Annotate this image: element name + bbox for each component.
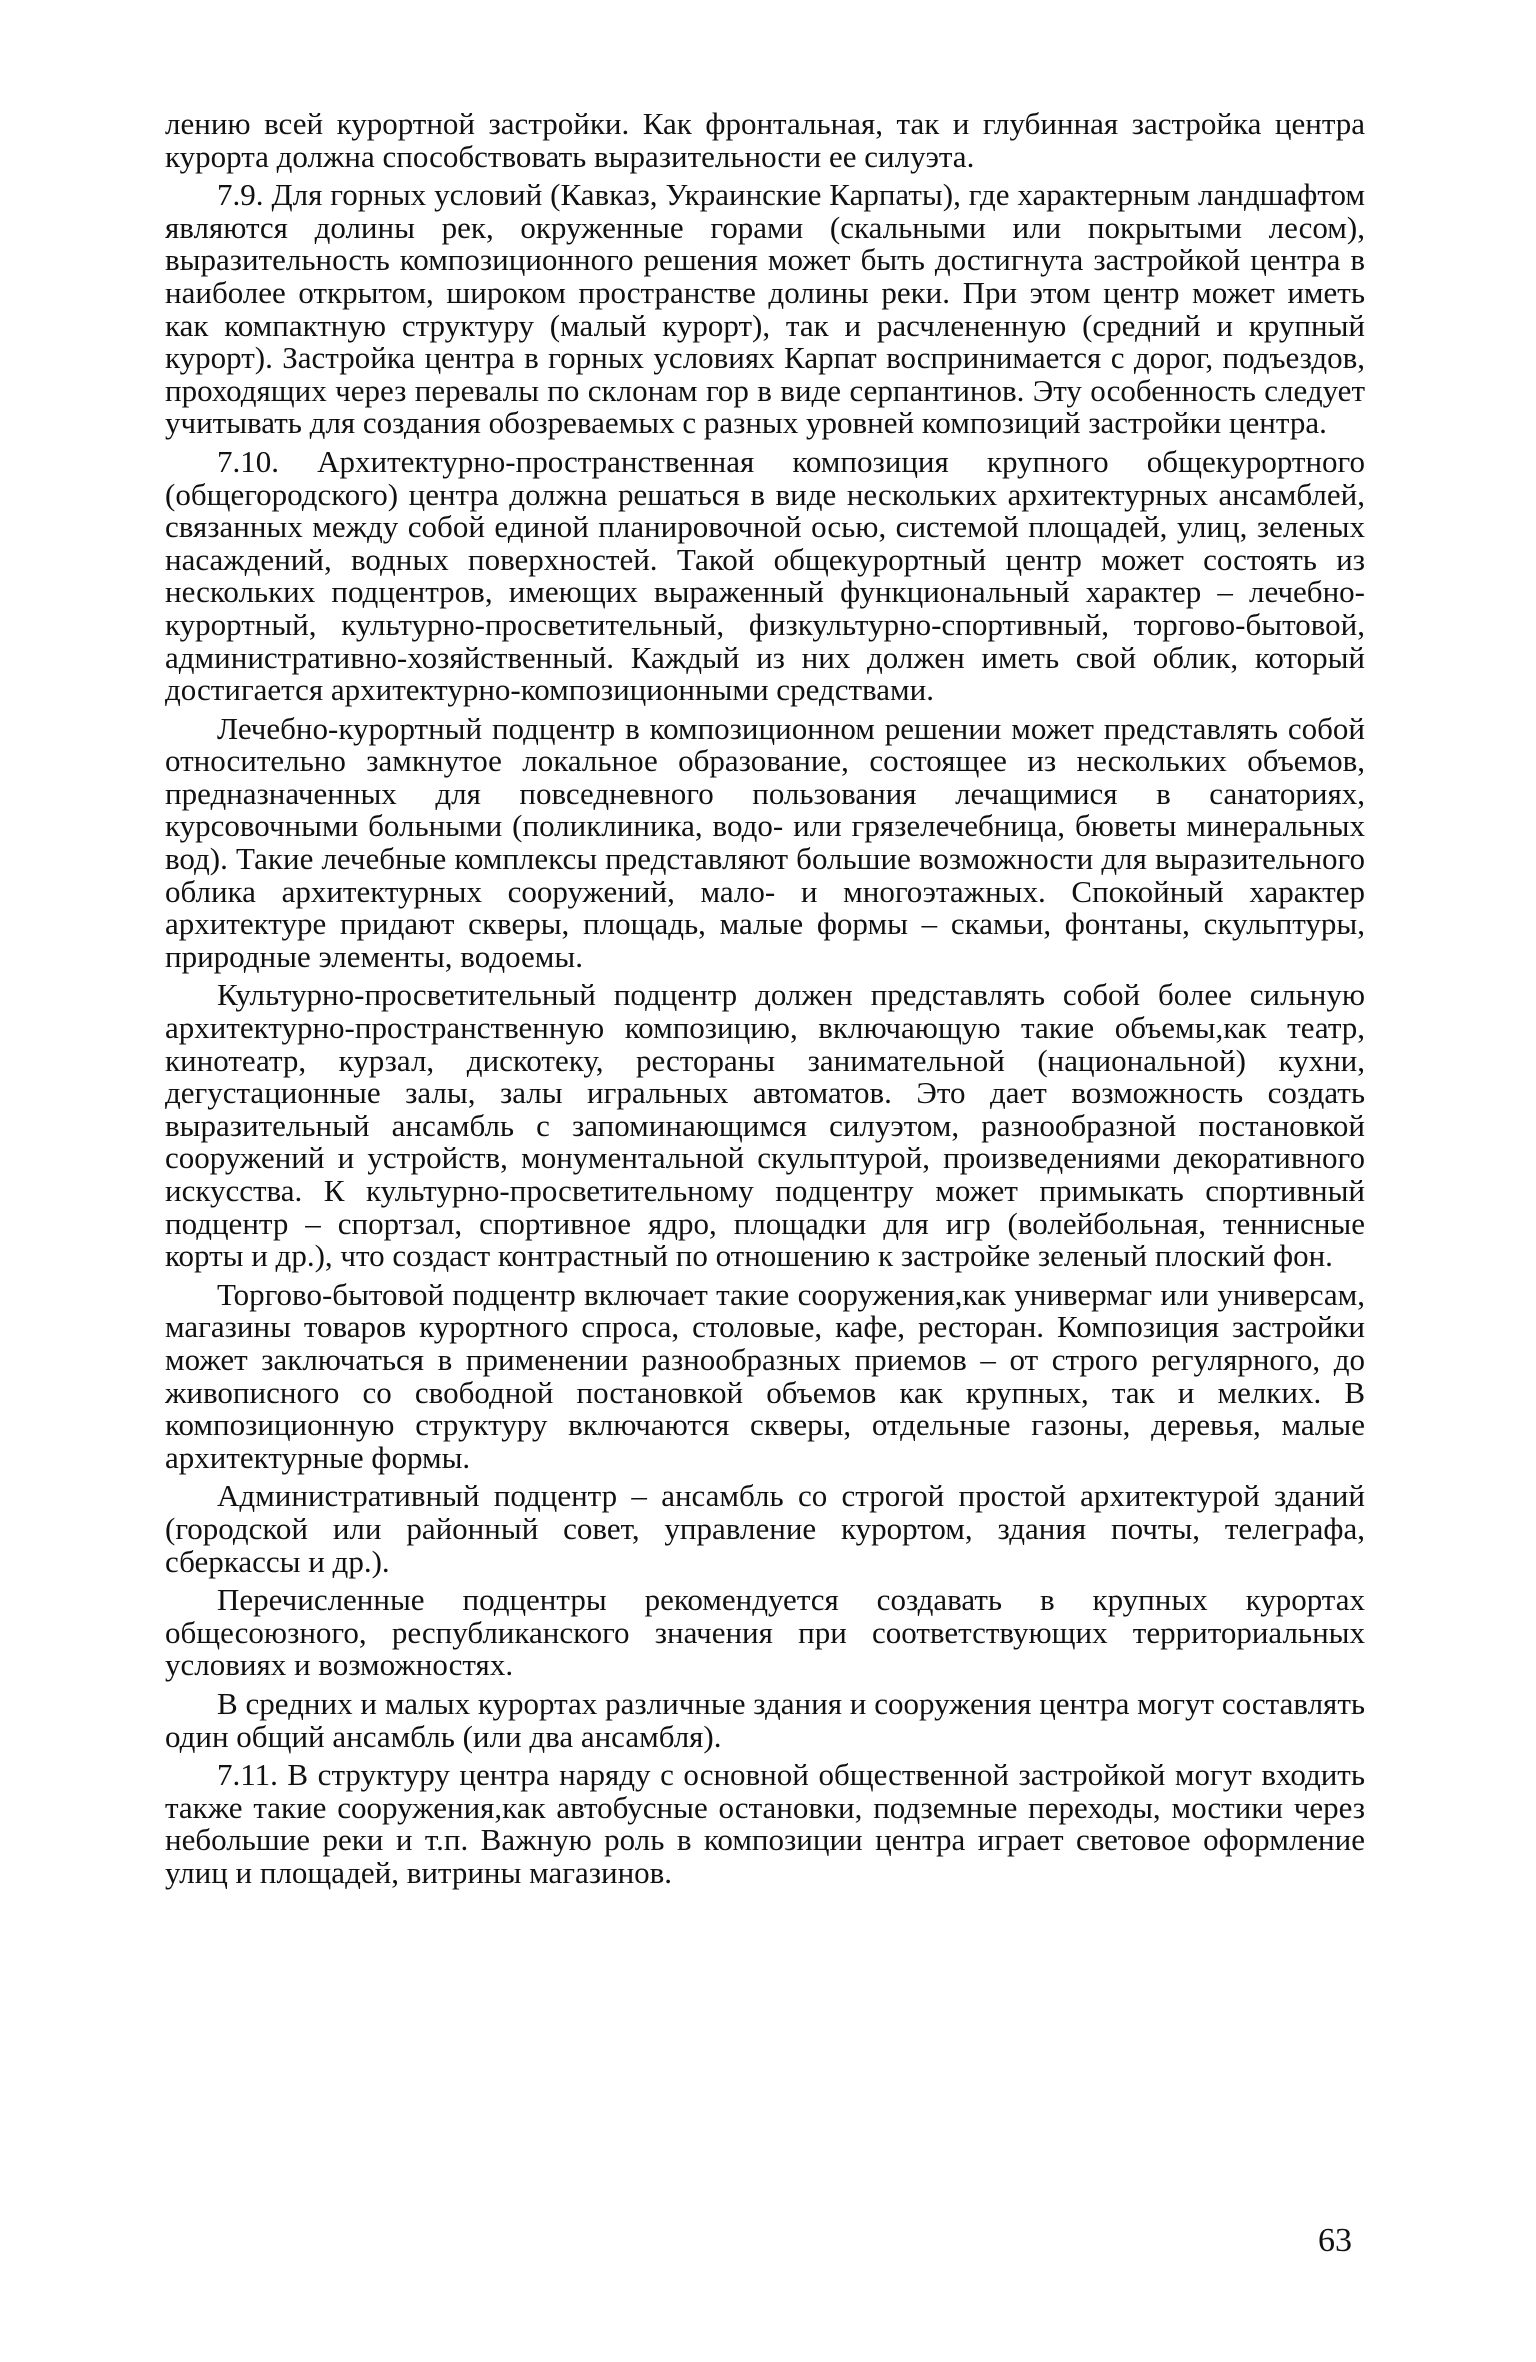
paragraph-medical-subcenter: Лечебно-курортный подцентр в композиционном решении может представлять собой относительно замкнутое локальное образование, состоящее из нескольких объемов, предназначенных для повседневного пользования лечащимися в санаториях, курсовочными больными (поликлиника, водо- или грязелечебница, бюветы минеральных вод). Такие лечебные комплексы представляют большие возможности для выразительного облика архитектурных сооружений, мало- и многоэтажных. Спокойный характер архитектуре придают скверы, площадь, малые формы – скамьи, фонтаны, скульптуры, природные элементы, водоемы. [165, 710, 1365, 974]
page-number: 63 [1318, 2222, 1352, 2259]
paragraph-trade-subcenter: Торгово-бытовой подцентр включает такие сооружения,как универмаг или универсам, магазины товаров курортного спроса, столовые, кафе, ресторан. Композиция застройки может заключаться в применении разнообразных приемов – от строго регулярного, до живописного со свободной постановкой объемов как крупных, так и мелких. В композиционную структуру включаются скверы, отдельные газоны, деревья, малые архитектурные формы. [165, 1276, 1365, 1475]
paragraph-cultural-subcenter: Культурно-просветительный подцентр должен представлять собой более сильную архитектурно-пространственную композицию, включающую такие объемы,как театр, кинотеатр, курзал, дискотеку, рестораны занимательной (национальной) кухни, дегустационные залы, залы игральных автоматов. Это дает возможность создать выразительный ансамбль с запоминающимся силуэтом, разнообразной постановкой сооружений и устройств, монументальной скульптурой, произведениями декоративного искусства. К культурно-просветительному подцентру может примыкать спортивный подцентр – спортзал, спортивное ядро, площадки для игр (волейбольная, теннисные корты и др.), что создаст контрастный по отношению к застройке зеленый плоский фон. [165, 977, 1365, 1274]
paragraph-7-9: 7.9. Для горных условий (Кавказ, Украинские Карпаты), где характерным ландшафтом являются долины рек, окруженные горами (скальными или покрытыми лесом), выразительность композиционного решения может быть достигнута застройкой центра в наиболее открытом, широком пространстве долины реки. При этом центр может иметь как компактную структуру (малый курорт), так и расчлененную (средний и крупный курорт). Застройка центра в горных условиях Карпат воспринимается с дорог, подъездов, проходящих через перевалы по склонам гор в виде серпантинов. Эту особенность следует учитывать для создания обозреваемых с разных уровней композиций застройки центра. [165, 177, 1365, 441]
page-body [165, 108, 1365, 1895]
paragraph-small-resorts: В средних и малых курортах различные здания и сооружения центра могут составлять один общий ансамбль (или два ансамбля). [165, 1685, 1365, 1754]
paragraph-7-11: 7.11. В структуру центра наряду с основной общественной застройкой могут входить также такие сооружения,как автобусные остановки, подземные переходы, мостики через небольшие реки и т.п. Важную роль в композиции центра играет световое оформление улиц и площадей, витрины магазинов. [165, 1757, 1365, 1890]
paragraph-7-10: 7.10. Архитектурно-пространственная композиция крупного общекурортного (общегородского) центра должна решаться в виде нескольких архитектурных ансамблей, связанных между собой единой планировочной осью, системой площадей, улиц, зеленых насаждений, водных поверхностей. Такой общекурортный центр может состоять из нескольких подцентров, имеющих выраженный функциональный характер – лечебно-курортный, культурно-просветительный, физкультурно-спортивный, торгово-бытовой, административно-хозяйственный. Каждый из них должен иметь свой облик, который достигается архитектурно-композиционными средствами. [165, 443, 1365, 708]
paragraph-listed-subcenters: Перечисленные подцентры рекомендуется создавать в крупных курортах общесоюзного, республиканского значения при соответствующих территориальных условиях и возможностях. [165, 1582, 1365, 1683]
paragraph-continuation: лению всей курортной застройки. Как фронтальная, так и глубинная застройка центра курорта должна способствовать выразительности ее силуэта. [165, 106, 1365, 174]
paragraph-admin-subcenter: Административный подцентр – ансамбль со строгой простой архитектурой зданий (городской или районный совет, управление курортом, здания почты, телеграфа, сберкассы и др.). [165, 1478, 1365, 1579]
